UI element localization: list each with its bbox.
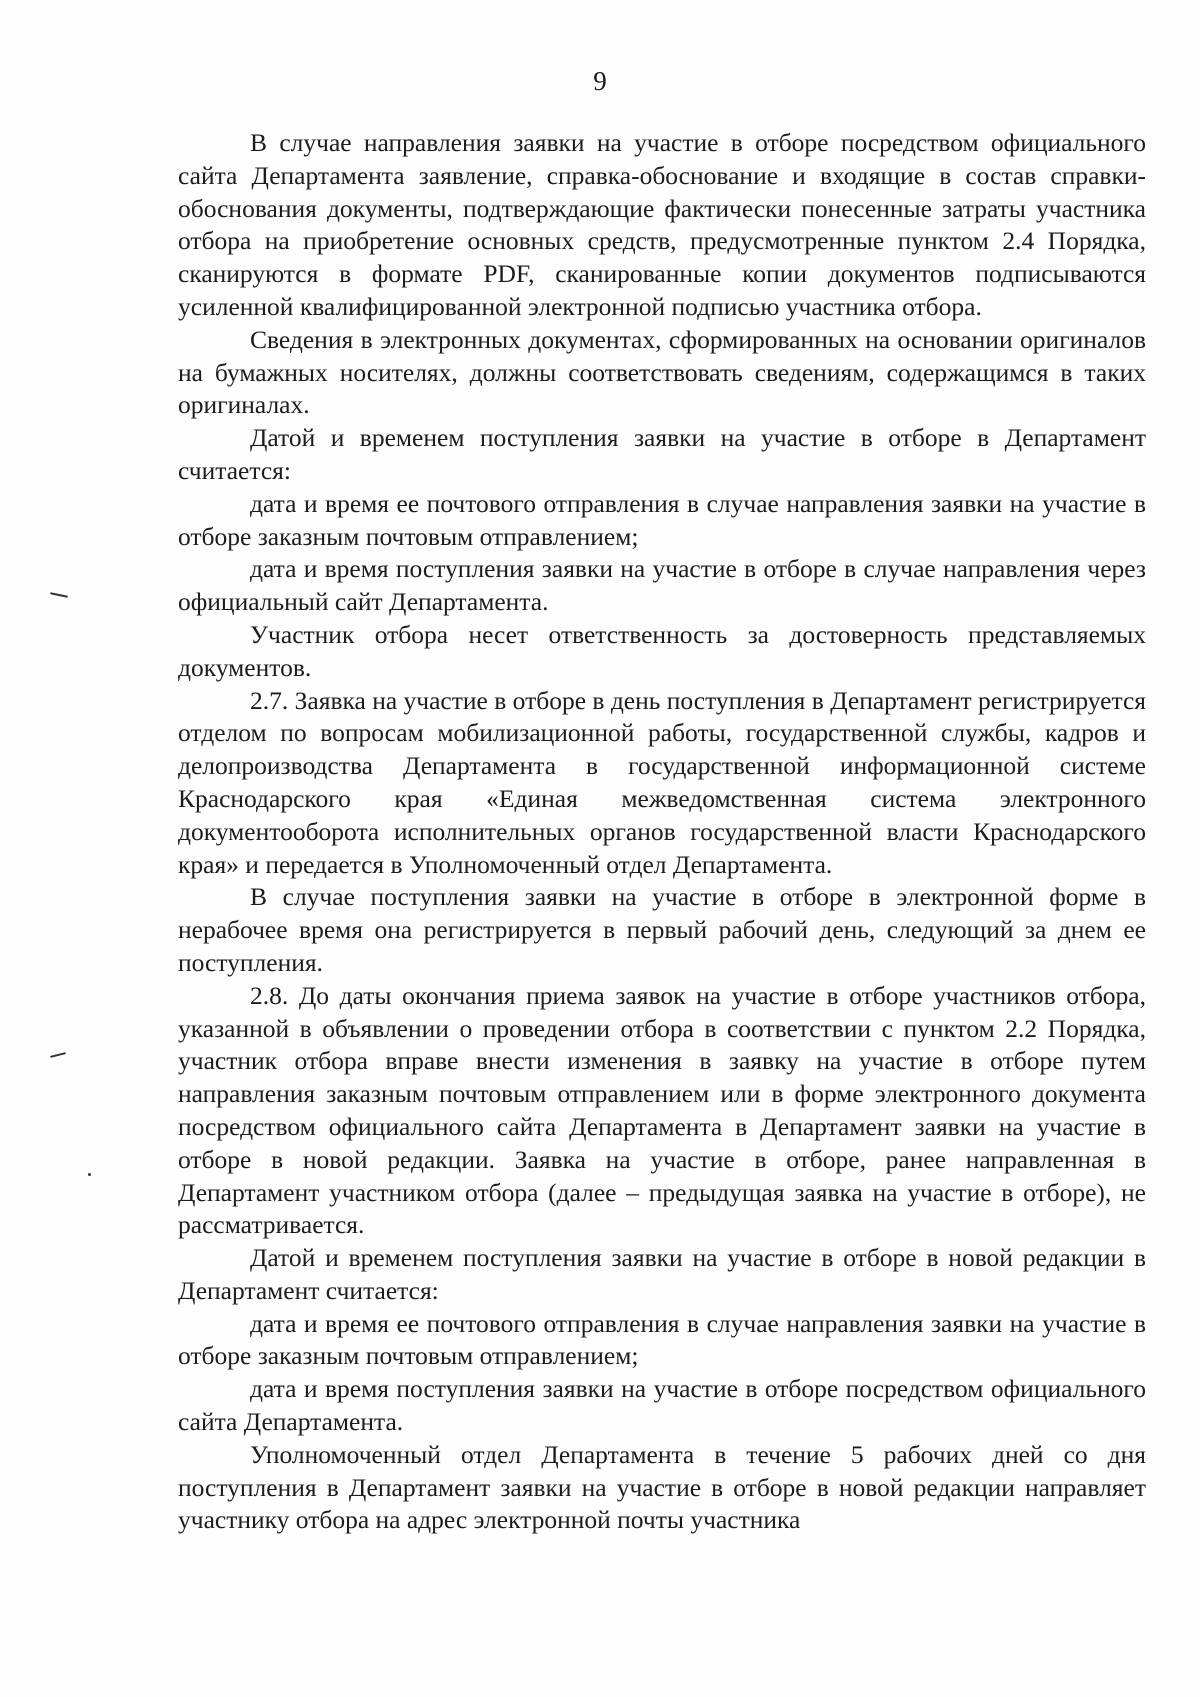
paragraph-4: дата и время ее почтового отправления в случае направления заявки на участие в отборе заказным почтовым отправлением; xyxy=(178,488,1146,551)
paragraph-3: Датой и временем поступления заявки на участие в отборе в Департамент считается: xyxy=(178,423,1146,485)
paragraph-1: В случае направления заявки на участие в отборе посредством официального сайта Департамента заявление, справка-обоснование и входящие в состав справки-обоснования документы, подтверждающие фактически понесенные затраты участника отбора на приобретение основных средств, предусмотренные пунктом 2.4 Порядка, сканируются в формате PDF, сканированные копии документов подписываются усиленной квалифицированной электронной подписью участника отбора. xyxy=(178,128,1146,321)
paragraph-13: Уполномоченный отдел Департамента в течение 5 рабочих дней со дня поступления в Департамент заявки на участие в отборе в новой редакции направляет участнику отбора на адрес электронной почты участника xyxy=(178,1439,1146,1535)
paragraph-5: дата и время поступления заявки на участие в отборе в случае направления через официальный сайт Департамента. xyxy=(178,554,1146,617)
paragraph-11: дата и время ее почтового отправления в случае направления заявки на участие в отборе заказным почтовым отправлением; xyxy=(178,1308,1146,1371)
paragraph-9: 2.8. До даты окончания приема заявок на участие в отборе участников отбора, указанной в объявлении о проведении отбора в соответствии с пунктом 2.2 Порядка, участник отбора вправе внести изменения в заявку на участие в отборе путем направления заказным почтовым отправлением или в форме электронного документа посредством официального сайта Департамента в Департамент заявки на участие в отборе в новой редакции. Заявка на участие в отборе, ранее направленная в Департамент участником отбора (далее – предыдущая заявка на участие в отборе), не рассматривается. xyxy=(178,980,1146,1240)
scan-artifact-mark xyxy=(50,1052,66,1058)
paragraph-6: Участник отбора несет ответственность за достоверность представляемых документов. xyxy=(178,619,1146,682)
paragraph-8: В случае поступления заявки на участие в отборе в электронной форме в нерабочее время она регистрируется в первый рабочий день, следующий за днем ее поступления. xyxy=(178,882,1146,977)
paragraph-2: Сведения в электронных документах, сформированных на основании оригиналов на бумажных носителях, должны соответствовать сведениям, содержащимся в таких оригиналах. xyxy=(178,324,1146,420)
scan-artifact-mark xyxy=(50,592,68,598)
scan-artifact-dot xyxy=(88,1173,91,1176)
paragraph-10: Датой и временем поступления заявки на участие в отборе в новой редакции в Департамент считается: xyxy=(178,1243,1146,1305)
page-number: 9 xyxy=(593,66,607,96)
paragraph-7: 2.7. Заявка на участие в отборе в день поступления в Департамент регистрируется отделом по вопросам мобилизационной работы, государственной службы, кадров и делопроизводства Департамента в государственной информационной системе Краснодарского края «Единая межведомственная система электронного документооборота исполнительных органов государственной власти Краснодарского края» и передается в Уполномоченный отдел Департамента. xyxy=(178,685,1146,879)
document-body xyxy=(178,127,1146,1537)
paragraph-12: дата и время поступления заявки на участие в отборе посредством официального сайта Департамента. xyxy=(178,1374,1146,1437)
